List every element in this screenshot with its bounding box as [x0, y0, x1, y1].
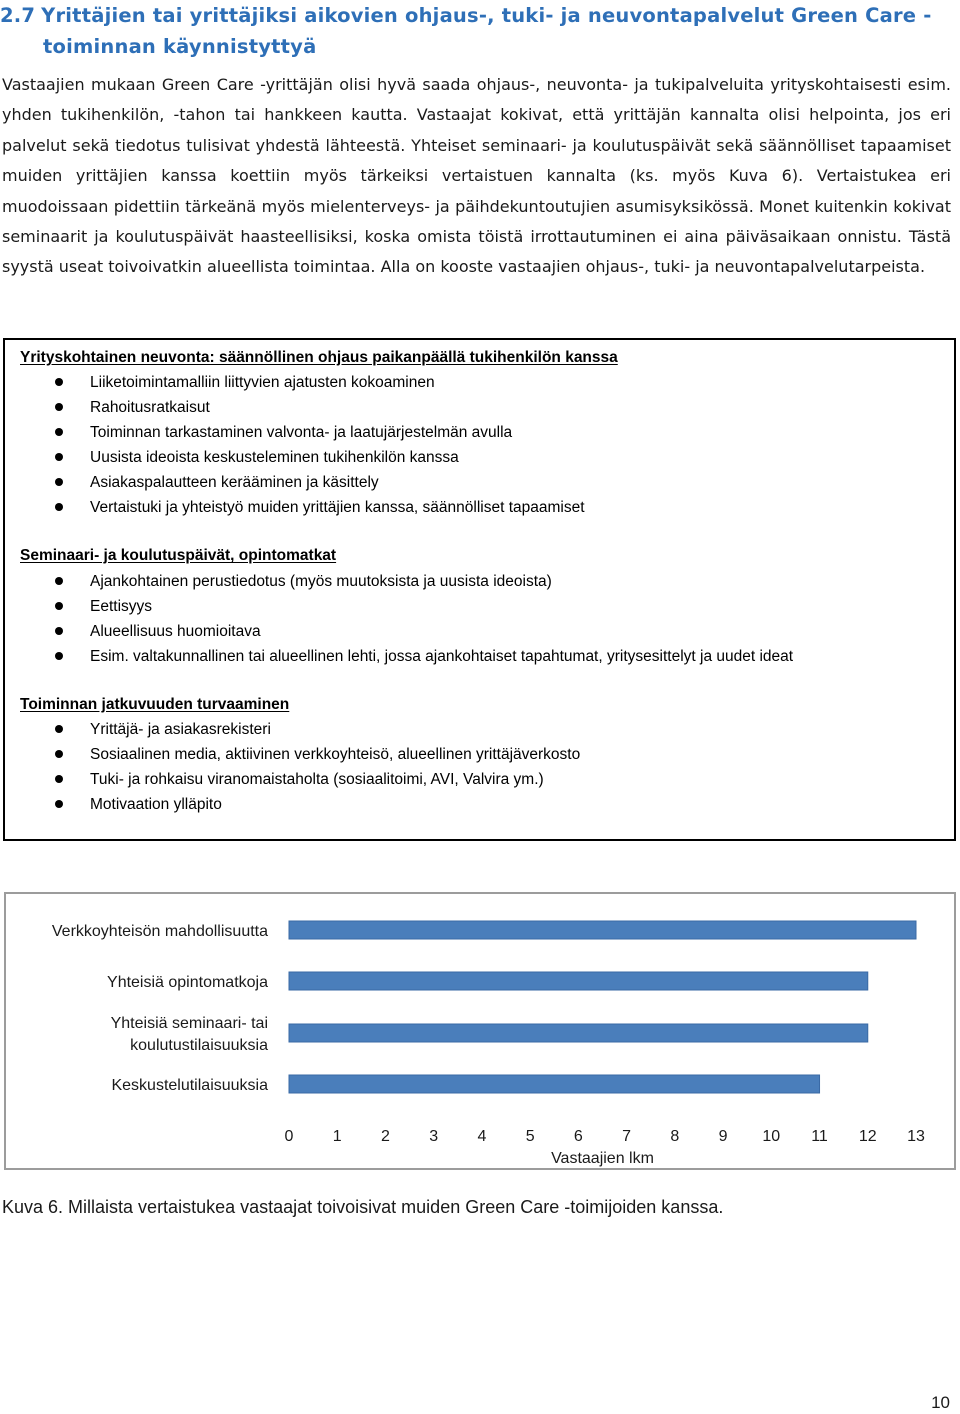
x-tick-label: 8	[670, 1128, 680, 1145]
bar	[289, 921, 916, 939]
body-paragraph: Vastaajien mukaan Green Care -yrittäjän olisi hyvä saada ohjaus-, neuvonta- ja tukipalveluita yrityskohtaisesti esim. yhden tukihenkilön, -tahon tai hankkeen kautta. Vastaajat kokivat, että yrittäjän kannalta olisi helpointa, jos eri palvelut sekä tiedotus tulisivat yhdestä lähteestä. Yhteiset seminaari- ja koulutuspäivät sekä säännölliset tapaamiset muiden yrittäjien kanssa koettiin myös tärkeiksi vertaistuen kannalta (ks. myös Kuva 6). Vertaistukea eri muodoissaan pidettiin tärkeänä myös mielenterveys- ja päihdekuntoutujien asumisyksikössä. Monet kuitenkin kokivat seminaarit ja koulutuspäivät haasteellisiksi, koska omista töistä irrottautuminen ei aina päiväsaikaan onnistu. Tästä syystä useat toivoivatkin alueellista toimintaa. Alla on kooste vastaajien ohjaus-, tuki- ja neuvontapalvelutarpeista.	[2, 75, 951, 277]
x-axis-label: Vastaajien lkm	[551, 1150, 654, 1167]
list-item	[5, 498, 585, 523]
list-item	[5, 398, 585, 423]
list-item-text: Vertaistuki ja yhteistyö muiden yrittäjien kanssa, säännölliset tapaamiset	[90, 499, 585, 516]
list-item-text: Sosiaalinen media, aktiivinen verkkoyhteisö, alueellinen yrittäjäverkosto	[90, 746, 581, 763]
list-item	[5, 770, 580, 795]
category-label: Yhteisiä seminaari- tai	[110, 1015, 268, 1032]
list-item	[5, 423, 585, 448]
bullet-icon	[55, 478, 63, 486]
box-section-title: Yrityskohtainen neuvonta: säännöllinen ohjaus paikanpäällä tukihenkilön kanssa	[20, 349, 618, 366]
x-tick-label: 4	[477, 1128, 487, 1145]
list-item	[5, 622, 793, 647]
box-bullet-list	[5, 373, 585, 523]
bullet-icon	[55, 652, 63, 660]
section-title-line1: Yrittäjien tai yrittäjiksi aikovien ohjaus-, tuki- ja neuvontapalvelut Green Care -	[41, 4, 932, 27]
list-item-text: Alueellisuus huomioitava	[90, 623, 261, 640]
figure-caption: Kuva 6. Millaista vertaistukea vastaajat toivoisivat muiden Green Care -toimijoiden kanssa.	[2, 1197, 724, 1217]
x-tick-label: 12	[858, 1128, 877, 1145]
x-tick-label: 10	[762, 1128, 781, 1145]
bullet-icon	[55, 378, 63, 386]
list-item	[5, 720, 580, 745]
bar-chart	[4, 892, 956, 1170]
section-number: 2.7	[0, 4, 36, 27]
box-bullet-list	[5, 720, 580, 820]
list-item-text: Tuki- ja rohkaisu viranomaistaholta (sosiaalitoimi, AVI, Valvira ym.)	[90, 771, 544, 788]
list-item-text: Yrittäjä- ja asiakasrekisteri	[90, 721, 271, 738]
list-item	[5, 373, 585, 398]
bullet-icon	[55, 725, 63, 733]
x-tick-label: 7	[622, 1128, 632, 1145]
box-section-title: Seminaari- ja koulutuspäivät, opintomatkat	[20, 547, 337, 564]
bullet-icon	[55, 627, 63, 635]
category-label: Verkkoyhteisön mahdollisuutta	[51, 923, 268, 940]
list-item-text: Asiakaspalautteen kerääminen ja käsittely	[90, 474, 379, 491]
x-tick-label: 6	[573, 1128, 583, 1145]
list-item-text: Ajankohtainen perustiedotus (myös muutoksista ja uusista ideoista)	[90, 573, 552, 590]
bullet-icon	[55, 577, 63, 585]
bar-chart-svg	[6, 894, 954, 1168]
bullet-icon	[55, 428, 63, 436]
list-item-text: Eettisyys	[90, 598, 153, 615]
x-tick-label: 13	[907, 1128, 925, 1145]
list-item	[5, 597, 793, 622]
bullet-icon	[55, 750, 63, 758]
bar	[289, 1024, 868, 1042]
x-tick-label: 2	[381, 1128, 390, 1145]
list-item-text: Toiminnan tarkastaminen valvonta- ja laatujärjestelmän avulla	[90, 424, 513, 441]
section-heading	[0, 0, 955, 62]
x-tick-label: 1	[332, 1128, 342, 1145]
list-item	[5, 745, 580, 770]
bullet-icon	[55, 453, 63, 461]
list-item	[5, 647, 793, 672]
list-item-text: Liiketoimintamalliin liittyvien ajatusten kokoaminen	[90, 374, 435, 391]
bullet-icon	[55, 602, 63, 610]
list-item	[5, 448, 585, 473]
list-item-text: Uusista ideoista keskusteleminen tukihenkilön kanssa	[90, 449, 459, 466]
list-item	[5, 795, 580, 820]
section-title-line2: toiminnan käynnistyttyä	[43, 35, 317, 58]
x-tick-label: 11	[811, 1128, 828, 1145]
list-item-text: Rahoitusratkaisut	[90, 399, 210, 416]
category-label: Keskustelutilaisuuksia	[111, 1077, 268, 1094]
x-tick-label: 5	[525, 1128, 535, 1145]
box-bullet-list	[5, 572, 793, 672]
x-tick-label: 9	[718, 1128, 728, 1145]
bullet-icon	[55, 775, 63, 783]
category-label: koulutustilaisuuksia	[130, 1037, 268, 1054]
list-item	[5, 473, 585, 498]
x-tick-label: 0	[284, 1128, 294, 1145]
list-item-text: Motivaation ylläpito	[90, 796, 222, 813]
category-label: Yhteisiä opintomatkoja	[107, 974, 268, 991]
list-item-text: Esim. valtakunnallinen tai alueellinen lehti, jossa ajankohtaiset tapahtumat, yritysesittelyt ja uudet ideat	[90, 648, 794, 665]
list-item	[5, 572, 793, 597]
bullet-icon	[55, 503, 63, 511]
bar	[289, 972, 868, 990]
page-number: 10	[931, 1393, 950, 1412]
box-section-title: Toiminnan jatkuvuuden turvaaminen	[20, 696, 290, 713]
summary-box	[3, 338, 956, 841]
bar	[289, 1075, 820, 1093]
bullet-icon	[55, 403, 63, 411]
x-tick-label: 3	[429, 1128, 439, 1145]
bullet-icon	[55, 800, 63, 808]
